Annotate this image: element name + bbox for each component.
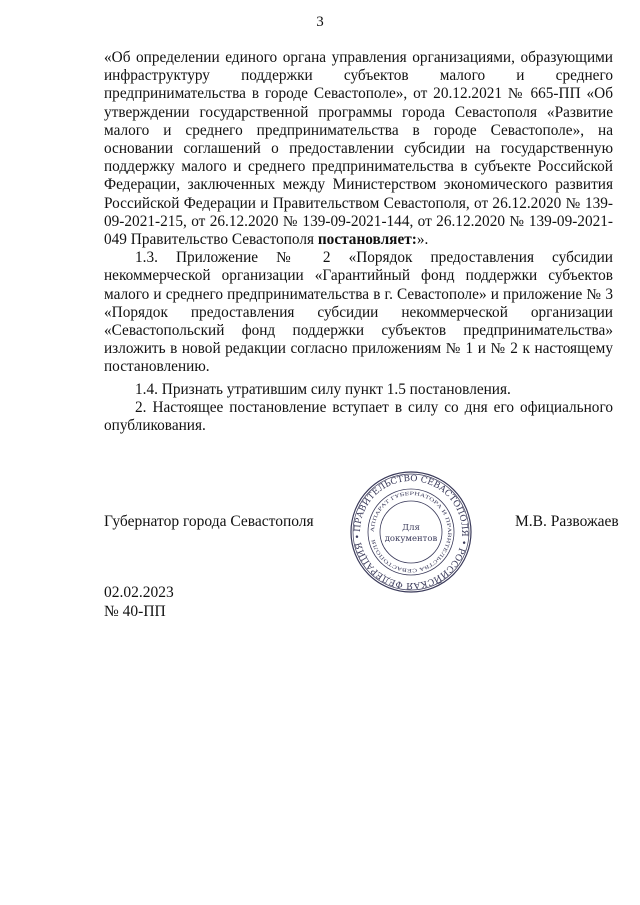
seal-center-line2: документов <box>384 534 438 544</box>
document-number: № 40-ПП <box>104 603 166 620</box>
seal-outer-text: ПРАВИТЕЛЬСТВО СЕВАСТОПОЛЯ • РОССИЙСКАЯ ФЕДЕРАЦИЯ • <box>352 473 470 591</box>
signer-title: Губернатор города Севастополя <box>104 513 314 530</box>
paragraph-2: 2. Настоящее постановление вступает в силу со дня его официального опубликования. <box>104 398 613 435</box>
paragraph-legal-basis-text: «Об определении единого органа управления организациями, образующими инфраструктуру поддержки субъектов малого и среднего предпринимательства в городе Севастополе», от 20.12.2021 № 665-ПП «Об утверждении государственной программы города Севастополя «Развитие малого и среднего предпринимательства в городе Севастополе», на основании соглашений о предоставлении субсидии на государственную поддержку малого и среднего предпринимательства в субъекте Российской Федерации, заключенных между Министерством экономического развития Российской Федерации и Правительством Севастополя, от 26.12.2020 № 139-09-2021-215, от 26.12.2020 № 139-09-2021-144, от 26.12.2020 № 139-09-2021-049 Правительство Севастополя <box>104 49 613 249</box>
document-date: 02.02.2023 <box>104 584 174 601</box>
document-body <box>104 49 613 435</box>
seal-inner-text: АППАРАТ ГУБЕРНАТОРА И ПРАВИТЕЛЬСТВА СЕВАСТОПОЛЯ <box>370 491 452 573</box>
signer-name: М.В. Развожаев <box>515 513 619 530</box>
closing-quote: ». <box>416 231 429 249</box>
paragraph-1-3: 1.3. Приложение № 2 «Порядок предоставления субсидии некоммерческой организации «Гарантийный фонд поддержки субъектов малого и среднего предпринимательства в г. Севастополе» и приложение № 3 «Порядок предоставления субсидии некоммерческой организации «Севастопольский фонд поддержки субъектов предпринимательства» изложить в новой редакции согласно приложениям № 1 и № 2 к настоящему постановлению. <box>104 249 613 376</box>
page-number: 3 <box>316 14 324 30</box>
seal-center-line1: Для <box>402 523 420 533</box>
resolves-keyword: постановляет: <box>317 231 417 249</box>
paragraph-1-4: 1.4. Признать утратившим силу пункт 1.5 постановления. <box>135 380 511 398</box>
paragraph-legal-basis <box>104 49 613 249</box>
official-seal <box>349 470 473 594</box>
